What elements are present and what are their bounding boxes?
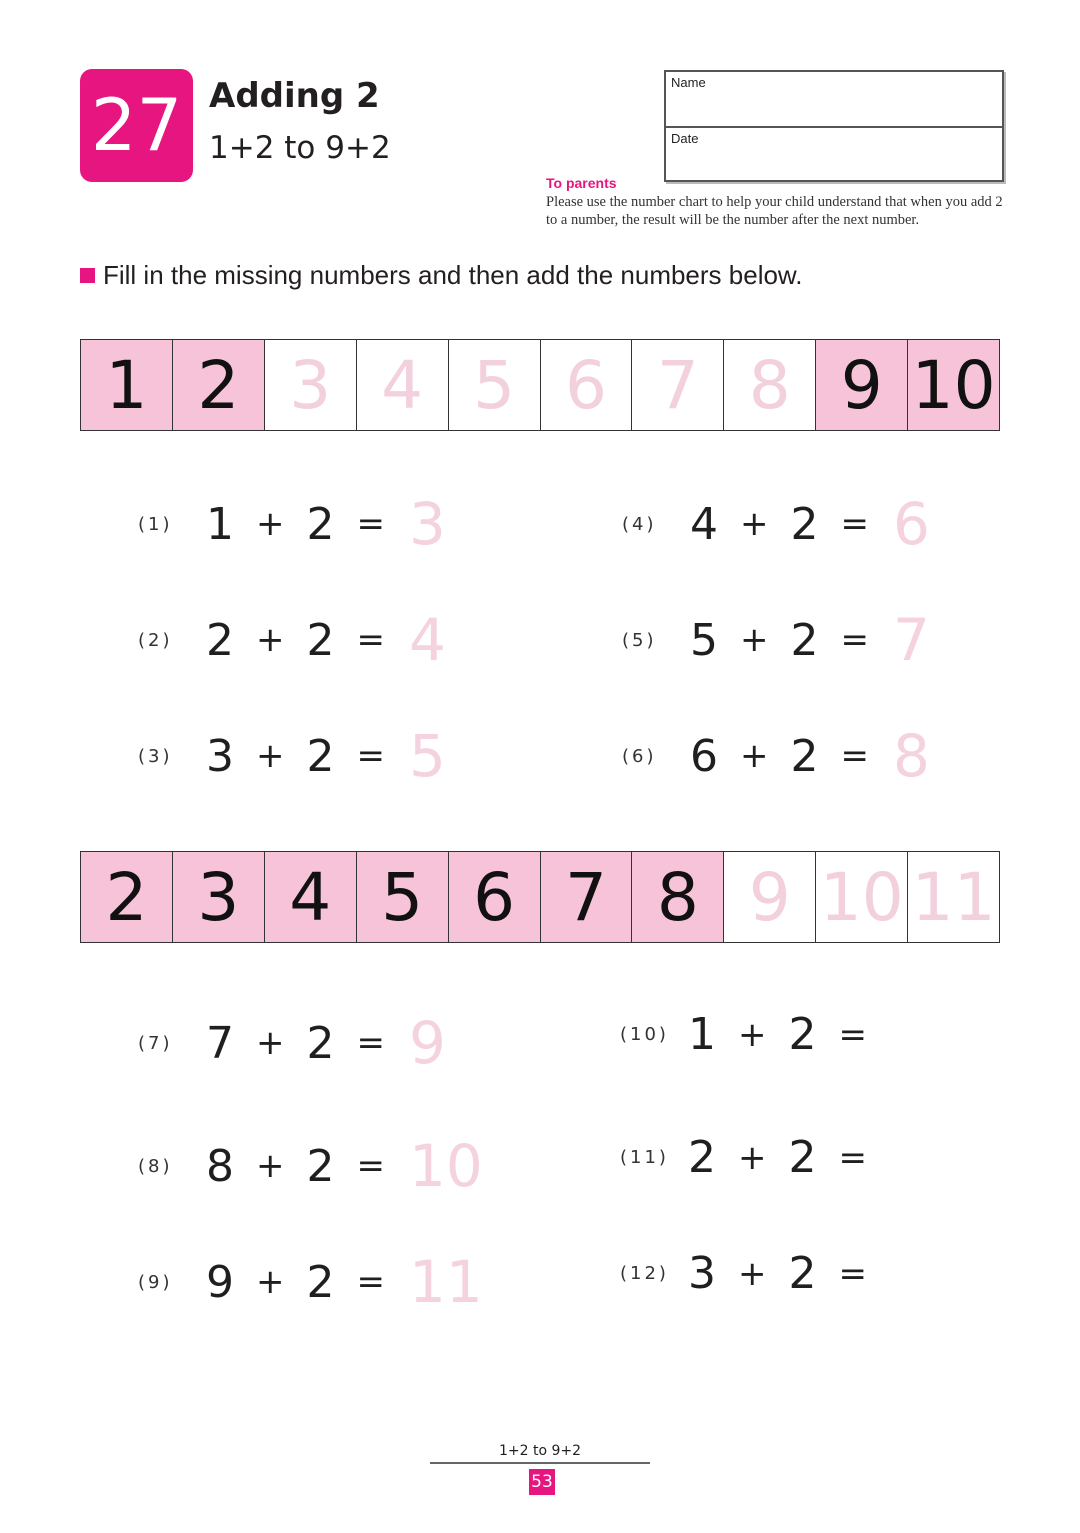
equals-sign: = [356, 1023, 385, 1063]
plus-sign: + [256, 504, 285, 544]
instruction-text: Fill in the missing numbers and then add the numbers below. [103, 260, 803, 290]
strip-cell[interactable]: 6 [540, 340, 632, 430]
problem-12[interactable] [620, 1248, 891, 1299]
second-addend: 2 [306, 1256, 335, 1308]
problem-index: (3) [138, 745, 173, 767]
answer-trace[interactable]: 5 [409, 722, 446, 790]
problem-index: (11) [620, 1147, 669, 1168]
problem-9[interactable] [138, 1248, 483, 1316]
problem-4[interactable] [622, 490, 930, 558]
footer-divider [430, 1462, 650, 1464]
plus-sign: + [256, 736, 285, 776]
answer-trace[interactable]: 4 [409, 606, 446, 674]
equals-sign: = [356, 504, 385, 544]
strip-cell: 6 [448, 852, 540, 942]
problem-11[interactable] [620, 1132, 891, 1183]
problem-index: (9) [138, 1271, 173, 1293]
problem-10[interactable] [620, 1009, 891, 1060]
first-addend: 3 [688, 1248, 716, 1299]
first-addend: 1 [206, 498, 234, 550]
strip-cell: 4 [264, 852, 356, 942]
second-addend: 2 [790, 730, 819, 782]
second-addend: 2 [790, 614, 819, 666]
page-number: 53 [529, 1469, 555, 1495]
strip-cell[interactable]: 8 [723, 340, 815, 430]
second-addend: 2 [306, 614, 335, 666]
first-addend: 1 [688, 1009, 716, 1060]
strip-cell: 10 [907, 340, 999, 430]
equals-sign: = [356, 736, 385, 776]
plus-sign: + [740, 736, 769, 776]
plus-sign: + [738, 1137, 767, 1178]
parents-note: Please use the number chart to help your child understand that when you add 2 to a number, the result will be the number after the next number. [546, 194, 1003, 228]
instruction [80, 260, 803, 291]
name-field[interactable] [666, 72, 1002, 126]
first-addend: 8 [206, 1140, 234, 1192]
second-addend: 2 [788, 1248, 817, 1299]
problem-7[interactable] [138, 1009, 446, 1077]
answer-trace[interactable]: 11 [409, 1248, 483, 1316]
strip-cell: 8 [631, 852, 723, 942]
name-date-box [664, 70, 1004, 182]
first-addend: 6 [690, 730, 718, 782]
page-subtitle: 1+2 to 9+2 [209, 130, 391, 166]
problem-2[interactable] [138, 606, 446, 674]
problem-3[interactable] [138, 722, 446, 790]
answer-trace[interactable]: 8 [893, 722, 930, 790]
strip-cell[interactable]: 10 [815, 852, 907, 942]
first-addend: 7 [206, 1017, 234, 1069]
first-addend: 3 [206, 730, 234, 782]
date-field[interactable] [666, 126, 1002, 182]
second-addend: 2 [788, 1132, 817, 1183]
strip-cell: 1 [81, 340, 172, 430]
answer-trace[interactable]: 3 [409, 490, 446, 558]
problem-index: (2) [138, 629, 173, 651]
lesson-number-badge: 27 [80, 69, 193, 182]
answer-trace[interactable]: 7 [893, 606, 930, 674]
strip-cell[interactable]: 4 [356, 340, 448, 430]
plus-sign: + [738, 1253, 767, 1294]
problem-8[interactable] [138, 1132, 483, 1200]
problem-index: (10) [620, 1024, 669, 1045]
strip-cell[interactable]: 5 [448, 340, 540, 430]
second-addend: 2 [306, 1140, 335, 1192]
problem-1[interactable] [138, 490, 446, 558]
plus-sign: + [740, 504, 769, 544]
first-addend: 9 [206, 1256, 234, 1308]
problem-index: (1) [138, 513, 173, 535]
strip-cell[interactable]: 7 [631, 340, 723, 430]
problem-5[interactable] [622, 606, 930, 674]
plus-sign: + [738, 1014, 767, 1055]
equals-sign: = [838, 1014, 867, 1055]
answer-trace[interactable]: 10 [409, 1132, 483, 1200]
problem-index: (8) [138, 1155, 173, 1177]
date-label: Date [671, 131, 699, 146]
strip-cell[interactable]: 9 [723, 852, 815, 942]
equals-sign: = [356, 1146, 385, 1186]
footer-topic: 1+2 to 9+2 [498, 1443, 582, 1459]
second-addend: 2 [788, 1009, 817, 1060]
bullet-square-icon [80, 268, 95, 283]
strip-cell: 2 [172, 340, 264, 430]
equals-sign: = [840, 620, 869, 660]
problem-index: (4) [622, 513, 657, 535]
strip-cell[interactable]: 11 [907, 852, 999, 942]
strip-cell: 7 [540, 852, 632, 942]
page-title: Adding 2 [209, 76, 380, 116]
second-addend: 2 [306, 498, 335, 550]
first-addend: 2 [688, 1132, 716, 1183]
first-addend: 2 [206, 614, 234, 666]
equals-sign: = [838, 1253, 867, 1294]
equals-sign: = [840, 504, 869, 544]
number-strip-2 [80, 851, 1000, 943]
strip-cell: 3 [172, 852, 264, 942]
equals-sign: = [356, 620, 385, 660]
first-addend: 5 [690, 614, 718, 666]
plus-sign: + [740, 620, 769, 660]
equals-sign: = [838, 1137, 867, 1178]
number-strip-1 [80, 339, 1000, 431]
plus-sign: + [256, 1023, 285, 1063]
answer-trace[interactable]: 6 [893, 490, 930, 558]
parents-heading: To parents [546, 175, 617, 191]
problem-index: (5) [622, 629, 657, 651]
second-addend: 2 [790, 498, 819, 550]
problem-index: (7) [138, 1032, 173, 1054]
second-addend: 2 [306, 730, 335, 782]
plus-sign: + [256, 1146, 285, 1186]
strip-cell[interactable]: 3 [264, 340, 356, 430]
second-addend: 2 [306, 1017, 335, 1069]
strip-cell: 9 [815, 340, 907, 430]
plus-sign: + [256, 1262, 285, 1302]
equals-sign: = [356, 1262, 385, 1302]
name-label: Name [671, 75, 706, 90]
problem-6[interactable] [622, 722, 930, 790]
plus-sign: + [256, 620, 285, 660]
strip-cell: 2 [81, 852, 172, 942]
strip-cell: 5 [356, 852, 448, 942]
answer-trace[interactable]: 9 [409, 1009, 446, 1077]
equals-sign: = [840, 736, 869, 776]
problem-index: (6) [622, 745, 657, 767]
first-addend: 4 [690, 498, 718, 550]
problem-index: (12) [620, 1263, 669, 1284]
